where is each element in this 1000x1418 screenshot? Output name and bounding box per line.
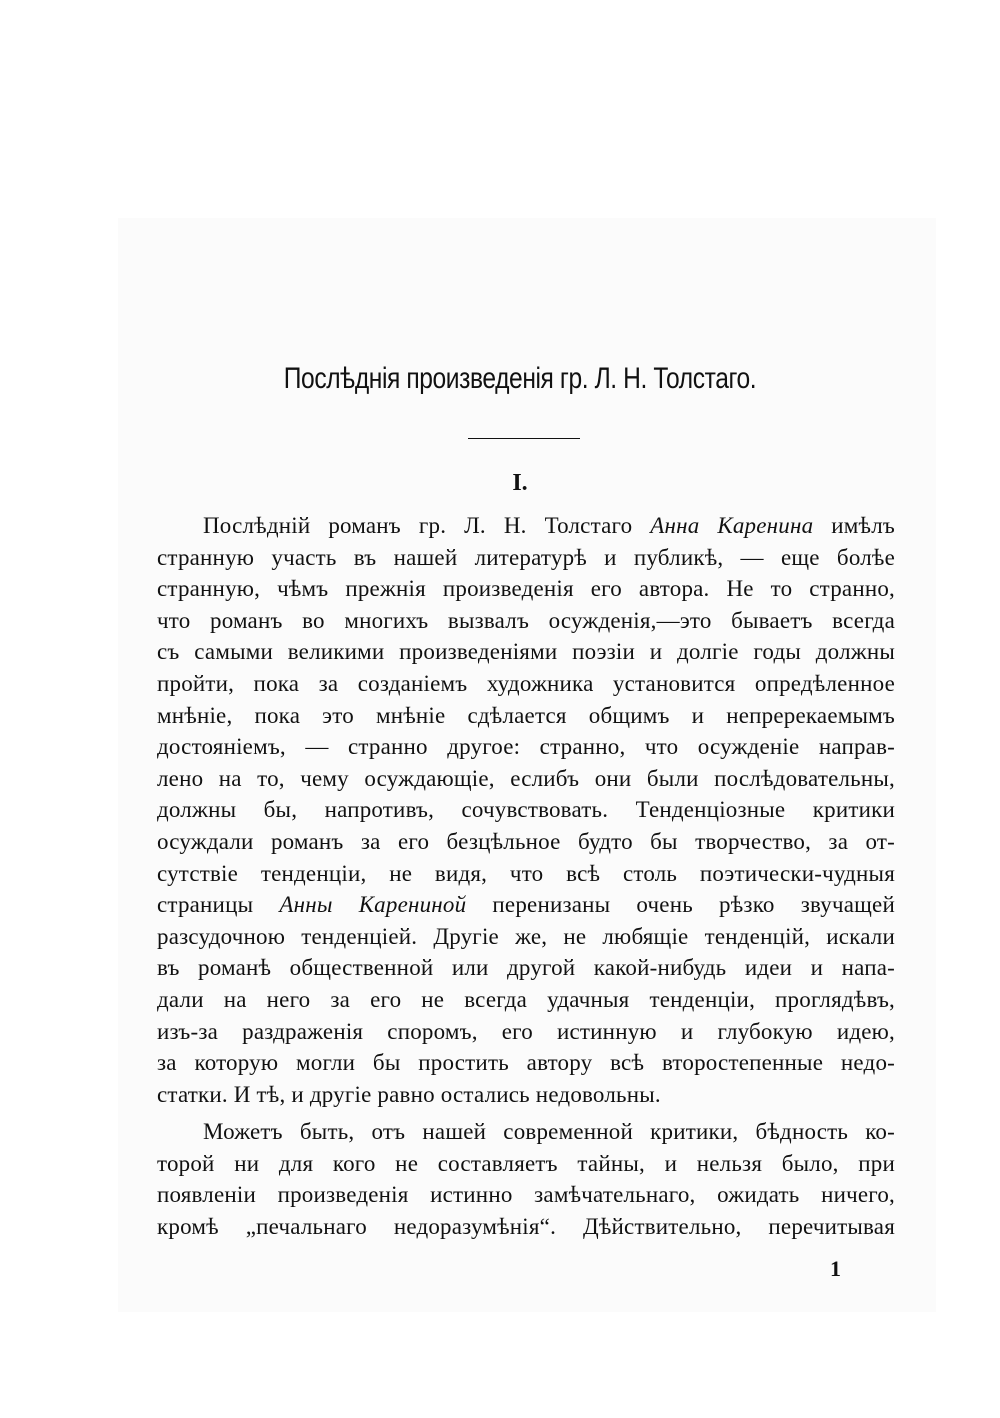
line-text: въ романѣ общественной или другой какой-нибудь идеи и напа- (157, 955, 895, 981)
text-line (157, 510, 895, 542)
line-text: мнѣніе, пока это мнѣніе сдѣлается общимъ и непререкаемымъ (157, 702, 895, 728)
text-line (157, 605, 895, 637)
text-line (157, 1047, 895, 1079)
line-text: Можетъ быть, отъ нашей современной критики, бѣдность ко- (203, 1119, 895, 1145)
line-text: статки. И тѣ, и другіе равно остались недовольны. (157, 1081, 661, 1107)
body-text (157, 510, 895, 1243)
text-line (157, 1179, 895, 1211)
text-line (157, 1116, 895, 1148)
line-text: должны бы, напротивъ, сочувствовать. Тенденціозные критики (157, 797, 895, 823)
text-line (157, 858, 895, 890)
line-text: дали на него за его не всегда удачныя тенденціи, проглядѣвъ, (157, 986, 895, 1012)
text-line (157, 1016, 895, 1048)
line-text: имѣлъ (813, 513, 895, 538)
text-line (157, 1079, 895, 1111)
italic-title: Анны Карениной (279, 892, 467, 918)
line-text: за которую могли бы простить автору всѣ второстепенные недо- (157, 1050, 895, 1076)
chapter-title: Послѣднія произведенія гр. Л. Н. Толстаго. (283, 362, 757, 395)
text-line (157, 1148, 895, 1180)
line-text: страницы (157, 892, 280, 918)
line-text: сутствіе тенденціи, не видя, что всѣ столь поэтически-чудныя (157, 860, 895, 886)
line-text: что романъ во многихъ вызвалъ осужденія,—это бываетъ всегда (157, 607, 895, 633)
title-divider (468, 438, 580, 439)
text-line (157, 1211, 895, 1243)
text-line (157, 984, 895, 1016)
text-line (157, 700, 895, 732)
line-text: осуждали романъ за его безцѣльное будто бы творчество, за от- (157, 828, 895, 854)
line-text: кромѣ „печальнаго недоразумѣнія“. Дѣйствительно, перечитывая (157, 1214, 895, 1240)
text-line (157, 889, 895, 921)
text-line (157, 668, 895, 700)
text-line (157, 763, 895, 795)
line-text: торой ни для кого не составляетъ тайны, и нельзя было, при (157, 1150, 895, 1176)
line-text: лено на то, чему осуждающіе, еслибъ они были послѣдовательны, (157, 765, 895, 791)
line-text: изъ-за раздраженія споромъ, его истинную и глубокую идею, (157, 1018, 895, 1044)
text-line (157, 921, 895, 953)
line-text: появленіи произведенія истинно замѣчательнаго, ожидать ничего, (157, 1182, 895, 1208)
page-number: 1 (830, 1256, 841, 1281)
text-line (157, 952, 895, 984)
line-text: перенизаны очень рѣзко звучащей (466, 892, 895, 918)
text-line (157, 826, 895, 858)
text-line (157, 636, 895, 668)
line-text: достояніемъ, — странно другое: странно, что осужденіе направ- (157, 734, 895, 760)
line-text: странную, чѣмъ прежнія произведенія его автора. Не то странно, (157, 576, 895, 602)
section-number: I. (512, 470, 528, 496)
text-line (157, 794, 895, 826)
line-text: пройти, пока за созданіемъ художника установится опредѣленное (157, 670, 895, 696)
line-text: Послѣдній романъ гр. Л. Н. Толстаго (203, 513, 651, 538)
line-text: разсудочною тенденціей. Другіе же, не любящіе тенденцій, искали (157, 923, 895, 949)
text-line (157, 542, 895, 574)
paragraph-1 (157, 510, 895, 1110)
line-text: странную участь въ нашей литературѣ и публикѣ, — еще болѣе (157, 544, 895, 570)
line-text: съ самыми великими произведеніями поэзіи и долгіе годы должны (157, 639, 895, 665)
italic-title: Анна Каренина (650, 513, 814, 538)
text-line (157, 573, 895, 605)
text-line (157, 731, 895, 763)
paragraph-2 (157, 1116, 895, 1242)
